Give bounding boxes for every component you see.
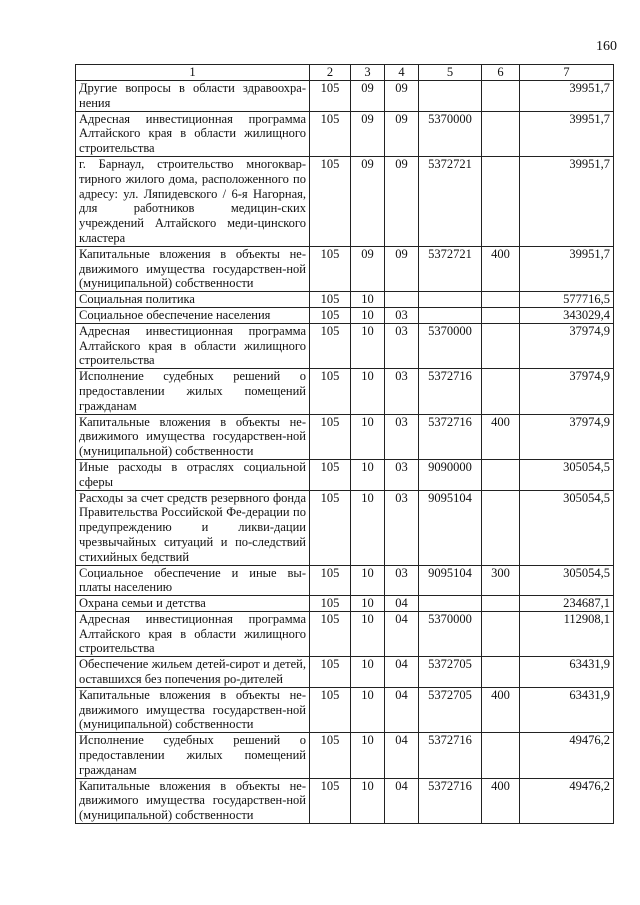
target-article-cell: [419, 81, 482, 112]
row-name-cell: Расходы за счет средств резервного фонда Правительства Российской Фе-дерации по предупреждению и ликви-дации чрезвычайных ситуаций и по-следствий стихийных бедствий: [76, 490, 310, 565]
target-article-cell: 9090000: [419, 459, 482, 490]
ministry-code-cell: 105: [310, 565, 351, 596]
ministry-code-cell: 105: [310, 414, 351, 459]
table-row: [76, 778, 614, 823]
subsection-code-cell: 09: [385, 246, 419, 291]
expense-type-cell: 400: [482, 778, 520, 823]
expense-type-cell: [482, 459, 520, 490]
amount-cell: 37974,9: [520, 323, 614, 368]
amount-cell: 39951,7: [520, 156, 614, 246]
page-number: 160: [596, 39, 617, 54]
amount-cell: 305054,5: [520, 565, 614, 596]
row-name-cell: Адресная инвестиционная программа Алтайского края в области жилищного строительства: [76, 323, 310, 368]
subsection-code-cell: 04: [385, 657, 419, 688]
ministry-code-cell: 105: [310, 81, 351, 112]
expense-type-cell: [482, 111, 520, 156]
subsection-code-cell: 04: [385, 596, 419, 612]
section-code-cell: 10: [351, 657, 385, 688]
row-name-cell: г. Барнаул, строительство многоквар-тирного жилого дома, расположенного по адресу: ул. Ляпидевского / 6-я Нагорная, для работников медицин-ских учреждений Алтайского меди-цинского кластера: [76, 156, 310, 246]
row-name-cell: Социальная политика: [76, 292, 310, 308]
section-code-cell: 10: [351, 565, 385, 596]
target-article-cell: 5370000: [419, 111, 482, 156]
expense-type-cell: [482, 596, 520, 612]
column-header: 4: [385, 65, 419, 81]
section-code-cell: 10: [351, 323, 385, 368]
amount-cell: 234687,1: [520, 596, 614, 612]
ministry-code-cell: 105: [310, 111, 351, 156]
subsection-code-cell: 04: [385, 733, 419, 778]
amount-cell: 39951,7: [520, 246, 614, 291]
ministry-code-cell: 105: [310, 733, 351, 778]
expense-type-cell: [482, 323, 520, 368]
target-article-cell: 5372721: [419, 246, 482, 291]
subsection-code-cell: 09: [385, 81, 419, 112]
amount-cell: 37974,9: [520, 414, 614, 459]
column-header: 7: [520, 65, 614, 81]
column-header: 2: [310, 65, 351, 81]
row-name-cell: Социальное обеспечение и иные вы-платы населению: [76, 565, 310, 596]
table-row: [76, 307, 614, 323]
expense-type-cell: [482, 657, 520, 688]
target-article-cell: 5372716: [419, 778, 482, 823]
amount-cell: 63431,9: [520, 657, 614, 688]
section-code-cell: 09: [351, 156, 385, 246]
ministry-code-cell: 105: [310, 611, 351, 656]
expense-type-cell: [482, 611, 520, 656]
ministry-code-cell: 105: [310, 596, 351, 612]
section-code-cell: 10: [351, 292, 385, 308]
amount-cell: 305054,5: [520, 490, 614, 565]
subsection-code-cell: 09: [385, 156, 419, 246]
expense-type-cell: [482, 307, 520, 323]
target-article-cell: [419, 292, 482, 308]
budget-table: [75, 64, 614, 824]
table-row: [76, 414, 614, 459]
table-row: [76, 687, 614, 732]
expense-type-cell: [482, 490, 520, 565]
subsection-code-cell: 04: [385, 611, 419, 656]
table-row: [76, 292, 614, 308]
ministry-code-cell: 105: [310, 369, 351, 414]
ministry-code-cell: 105: [310, 307, 351, 323]
target-article-cell: 5372721: [419, 156, 482, 246]
row-name-cell: Другие вопросы в области здравоохра-нения: [76, 81, 310, 112]
subsection-code-cell: 03: [385, 307, 419, 323]
section-code-cell: 10: [351, 611, 385, 656]
table-row: [76, 459, 614, 490]
target-article-cell: [419, 307, 482, 323]
row-name-cell: Капитальные вложения в объекты не-движимого имущества государствен-ной (муниципальной) собственности: [76, 778, 310, 823]
row-name-cell: Капитальные вложения в объекты не-движимого имущества государствен-ной (муниципальной) собственности: [76, 246, 310, 291]
column-header: 6: [482, 65, 520, 81]
table-row: [76, 657, 614, 688]
table-row: [76, 246, 614, 291]
subsection-code-cell: 03: [385, 369, 419, 414]
target-article-cell: 9095104: [419, 565, 482, 596]
row-name-cell: Охрана семьи и детства: [76, 596, 310, 612]
target-article-cell: 5372716: [419, 733, 482, 778]
target-article-cell: 5372705: [419, 657, 482, 688]
section-code-cell: 10: [351, 778, 385, 823]
amount-cell: 49476,2: [520, 733, 614, 778]
expense-type-cell: 400: [482, 414, 520, 459]
amount-cell: 49476,2: [520, 778, 614, 823]
section-code-cell: 10: [351, 687, 385, 732]
amount-cell: 305054,5: [520, 459, 614, 490]
section-code-cell: 10: [351, 307, 385, 323]
amount-cell: 63431,9: [520, 687, 614, 732]
row-name-cell: Исполнение судебных решений о предоставлении жилых помещений гражданам: [76, 733, 310, 778]
table-row: [76, 733, 614, 778]
expense-type-cell: [482, 292, 520, 308]
row-name-cell: Иные расходы в отраслях социальной сферы: [76, 459, 310, 490]
section-code-cell: 10: [351, 459, 385, 490]
target-article-cell: 5372705: [419, 687, 482, 732]
ministry-code-cell: 105: [310, 459, 351, 490]
ministry-code-cell: 105: [310, 323, 351, 368]
subsection-code-cell: 03: [385, 565, 419, 596]
table-row: [76, 323, 614, 368]
section-code-cell: 09: [351, 111, 385, 156]
target-article-cell: 5370000: [419, 611, 482, 656]
amount-cell: 577716,5: [520, 292, 614, 308]
table-body: [76, 81, 614, 824]
column-header: 3: [351, 65, 385, 81]
subsection-code-cell: 04: [385, 687, 419, 732]
table-row: [76, 111, 614, 156]
amount-cell: 39951,7: [520, 111, 614, 156]
ministry-code-cell: 105: [310, 292, 351, 308]
ministry-code-cell: 105: [310, 490, 351, 565]
table-row: [76, 369, 614, 414]
target-article-cell: [419, 596, 482, 612]
ministry-code-cell: 105: [310, 156, 351, 246]
ministry-code-cell: 105: [310, 657, 351, 688]
target-article-cell: 5372716: [419, 369, 482, 414]
ministry-code-cell: 105: [310, 778, 351, 823]
section-code-cell: 09: [351, 246, 385, 291]
section-code-cell: 10: [351, 414, 385, 459]
row-name-cell: Адресная инвестиционная программа Алтайского края в области жилищного строительства: [76, 111, 310, 156]
table-row: [76, 156, 614, 246]
ministry-code-cell: 105: [310, 246, 351, 291]
section-code-cell: 10: [351, 733, 385, 778]
target-article-cell: 9095104: [419, 490, 482, 565]
section-code-cell: 10: [351, 596, 385, 612]
subsection-code-cell: 04: [385, 778, 419, 823]
section-code-cell: 10: [351, 369, 385, 414]
table-header-row: [76, 65, 614, 81]
expense-type-cell: [482, 369, 520, 414]
row-name-cell: Обеспечение жильем детей-сирот и детей, оставшихся без попечения ро-дителей: [76, 657, 310, 688]
target-article-cell: 5372716: [419, 414, 482, 459]
amount-cell: 37974,9: [520, 369, 614, 414]
section-code-cell: 09: [351, 81, 385, 112]
expense-type-cell: 400: [482, 687, 520, 732]
subsection-code-cell: 09: [385, 111, 419, 156]
subsection-code-cell: 03: [385, 414, 419, 459]
expense-type-cell: [482, 156, 520, 246]
subsection-code-cell: 03: [385, 323, 419, 368]
expense-type-cell: 400: [482, 246, 520, 291]
table-row: [76, 565, 614, 596]
expense-type-cell: 300: [482, 565, 520, 596]
row-name-cell: Адресная инвестиционная программа Алтайского края в области жилищного строительства: [76, 611, 310, 656]
subsection-code-cell: 03: [385, 490, 419, 565]
row-name-cell: Капитальные вложения в объекты не-движимого имущества государствен-ной (муниципальной) собственности: [76, 687, 310, 732]
table-row: [76, 81, 614, 112]
amount-cell: 112908,1: [520, 611, 614, 656]
subsection-code-cell: 03: [385, 459, 419, 490]
expense-type-cell: [482, 733, 520, 778]
section-code-cell: 10: [351, 490, 385, 565]
column-header: 5: [419, 65, 482, 81]
amount-cell: 343029,4: [520, 307, 614, 323]
table-row: [76, 596, 614, 612]
expense-type-cell: [482, 81, 520, 112]
table-row: [76, 611, 614, 656]
target-article-cell: 5370000: [419, 323, 482, 368]
amount-cell: 39951,7: [520, 81, 614, 112]
table-row: [76, 490, 614, 565]
subsection-code-cell: [385, 292, 419, 308]
column-header: 1: [76, 65, 310, 81]
ministry-code-cell: 105: [310, 687, 351, 732]
row-name-cell: Исполнение судебных решений о предоставлении жилых помещений гражданам: [76, 369, 310, 414]
row-name-cell: Социальное обеспечение населения: [76, 307, 310, 323]
row-name-cell: Капитальные вложения в объекты не-движимого имущества государствен-ной (муниципальной) собственности: [76, 414, 310, 459]
